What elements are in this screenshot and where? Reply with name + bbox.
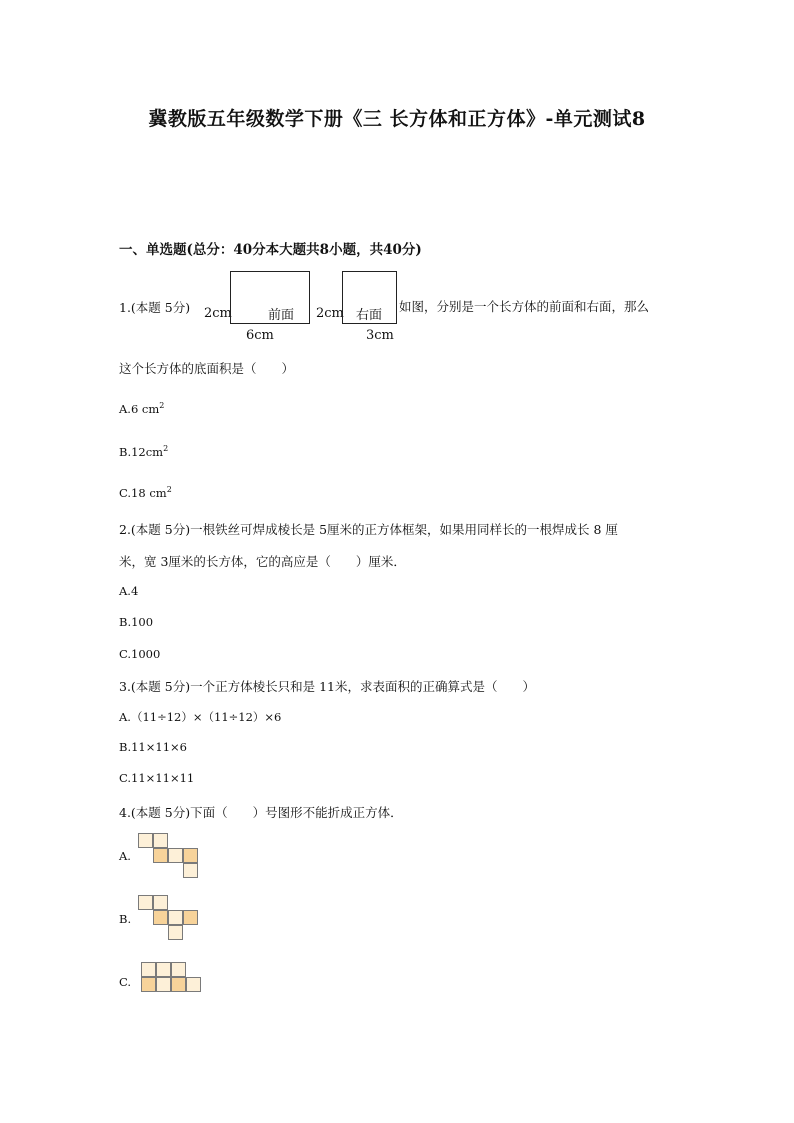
q1-fig2-side-label: 2cm (316, 306, 344, 321)
q3-option-b: B.11×11×6 (119, 740, 187, 754)
net-cell (171, 977, 186, 992)
section-heading: 一、单选题(总分：40分本大题共8小题，共40分) (119, 242, 422, 258)
net-cell (168, 925, 183, 940)
net-cell (186, 977, 201, 992)
q1-fig1-bottom-label: 6cm (246, 328, 274, 343)
page-title: 冀教版五年级数学下册《三 长方体和正方体》-单元测试8 (148, 108, 646, 130)
net-cell (141, 962, 156, 977)
q1-text-b: 这个长方体的底面积是（ ） (119, 361, 295, 376)
net-cell (153, 895, 168, 910)
net-cell (156, 962, 171, 977)
q1-number: 1.(本题 5分) (119, 300, 191, 315)
q4-option-b-label: B. (119, 912, 132, 926)
q2-option-a: A.4 (119, 584, 139, 598)
q1-fig1-side-label: 2cm (204, 306, 232, 321)
net-cell (171, 962, 186, 977)
q1-fig2-bottom-label: 3cm (366, 328, 394, 343)
net-cell (183, 863, 198, 878)
net-cell (168, 848, 183, 863)
net-cell (153, 848, 168, 863)
q4-line1: 4.(本题 5分)下面（ ）号图形不能折成正方体． (119, 805, 403, 820)
q3-option-a: A.（11÷12）×（11÷12）×6 (119, 710, 282, 724)
net-cell (168, 910, 183, 925)
q1-front-face-label: 前面 (268, 308, 295, 323)
net-cell (156, 977, 171, 992)
net-cell (141, 977, 156, 992)
net-cell (138, 833, 153, 848)
q2-line2: 米，宽 3厘米的长方体，它的高应是（ ）厘米． (119, 554, 406, 569)
q1-right-face-label: 右面 (356, 308, 383, 323)
q1-option-b: $B.12cm^2$ (119, 444, 169, 459)
q2-line1: 2.(本题 5分)一根铁丝可焊成棱长是 5厘米的正方体框架，如果用同样长的一根焊成长 8 厘 (119, 522, 618, 537)
q1-option-c: C.18 $cm^2$ (119, 485, 172, 500)
q4-option-a-label: A. (119, 849, 131, 863)
q3-line1: 3.(本题 5分)一个正方体棱长只和是 11米，求表面积的正确算式是（ ） (119, 679, 535, 694)
q1-text-a: 如图，分别是一个长方体的前面和右面，那么 (399, 299, 650, 314)
net-cell (183, 848, 198, 863)
q3-option-c: C.11×11×11 (119, 771, 195, 785)
net-cell (183, 910, 198, 925)
q2-option-c: C.1000 (119, 647, 161, 661)
q2-option-b: B.100 (119, 615, 154, 629)
q1-option-a: A.6 $cm^2$ (119, 401, 165, 416)
net-cell (138, 895, 153, 910)
q4-option-c-label: C. (119, 975, 132, 989)
net-cell (153, 910, 168, 925)
net-cell (153, 833, 168, 848)
